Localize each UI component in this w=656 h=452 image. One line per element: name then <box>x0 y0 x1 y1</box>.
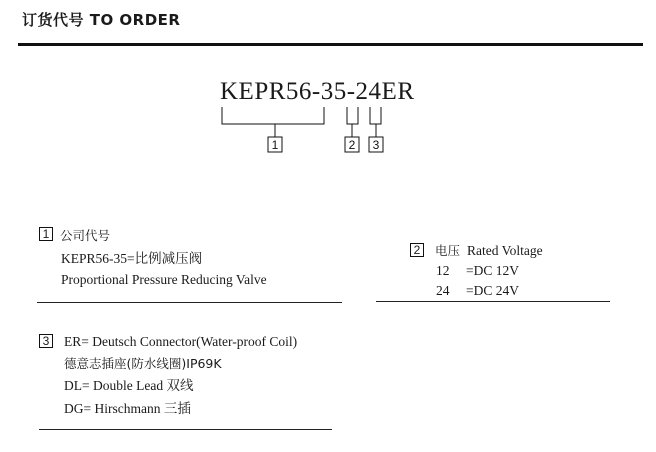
section2-row-value: =DC 12V <box>466 263 519 278</box>
page-title: 订货代号 TO ORDER <box>22 11 181 29</box>
order-code: KEPR56-35-24ER <box>220 78 415 105</box>
section3-divider <box>39 429 332 430</box>
section3-line1: ER= Deutsch Connector(Water-proof Coil) <box>64 334 298 349</box>
section3-line3: DL= Double Lead 双线 <box>64 378 194 393</box>
bracket-1 <box>222 107 324 124</box>
section2-heading-en: Rated Voltage <box>467 243 543 258</box>
section1-line2: Proportional Pressure Reducing Valve <box>61 272 267 287</box>
section2-row-code: 24 <box>436 283 450 298</box>
bracket-3 <box>370 107 381 124</box>
section2-heading-cn: 电压 <box>435 243 461 258</box>
section2-row-value: =DC 24V <box>466 283 519 298</box>
section3-number: 3 <box>39 334 53 348</box>
section3-line4: DG= Hirschmann 三插 <box>64 401 191 416</box>
marker-2: 2 <box>348 138 356 152</box>
bracket-2 <box>347 107 358 124</box>
section1-divider <box>37 302 342 303</box>
section1-heading: 公司代号 <box>60 228 111 243</box>
marker-1: 1 <box>271 138 279 152</box>
section3-line2: 德意志插座(防水线圈)IP69K <box>64 356 222 371</box>
section1-number: 1 <box>39 227 53 241</box>
section1-line1: KEPR56-35=比例减压阀 <box>61 251 203 266</box>
marker-3: 3 <box>372 138 380 152</box>
section2-divider <box>376 301 610 302</box>
section2-number: 2 <box>410 243 424 257</box>
section2-row-code: 12 <box>436 263 450 278</box>
